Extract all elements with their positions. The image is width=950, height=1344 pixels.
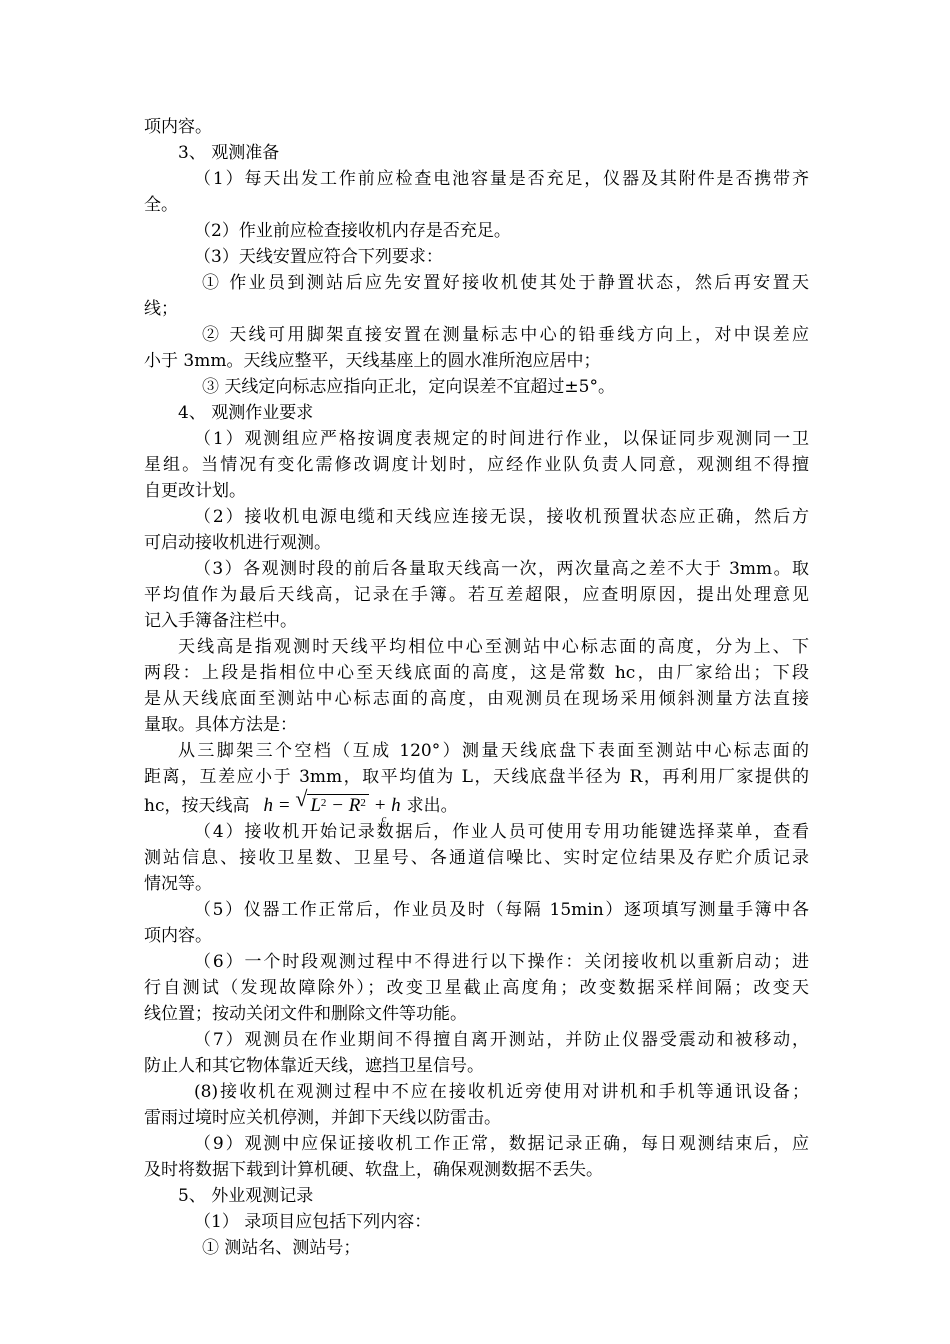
text-line: 两段：上段是指相位中心至天线底面的高度，这是常数 hc，由厂家给出；下段 bbox=[144, 663, 809, 683]
section-heading: 5、 外业观测记录 bbox=[178, 1186, 314, 1206]
text-fragment: 求出。 bbox=[406, 796, 458, 816]
text-line: 雷雨过境时应关机停测，并卸下天线以防雷击。 bbox=[144, 1108, 501, 1128]
formula-L: L bbox=[310, 795, 321, 816]
text-line: 记入手簿备注栏中。 bbox=[144, 611, 297, 631]
text-line: 行自测试（发现故障除外）；改变卫星截止高度角；改变数据采样间隔；改变天 bbox=[144, 978, 809, 998]
sqrt-icon: √ bbox=[295, 786, 308, 811]
text-line: （7）观测员在作业期间不得擅自离开测站，并防止仪器受震动和被移动， bbox=[194, 1030, 809, 1050]
text-line: 情况等。 bbox=[144, 874, 212, 894]
text-line: 项内容。 bbox=[144, 926, 212, 946]
formula-line bbox=[144, 786, 809, 825]
text-line: ② 天线可用脚架直接安置在测量标志中心的铅垂线方向上，对中误差应 bbox=[202, 325, 809, 345]
text-line: 线位置；按动关闭文件和删除文件等功能。 bbox=[144, 1004, 467, 1024]
text-line: 从三脚架三个空档（互成 120°）测量天线底盘下表面至测站中心标志面的 bbox=[178, 741, 809, 761]
text-line: 距离，互差应小于 3mm，取平均值为 L，天线底盘半径为 R，再利用厂家提供的 bbox=[144, 767, 809, 787]
text-line: 全。 bbox=[144, 195, 178, 215]
text-line: 天线高是指观测时天线平均相位中心至测站中心标志面的高度，分为上、下 bbox=[178, 637, 809, 657]
text-line: ① 作业员到测站后应先安置好接收机使其处于静置状态，然后再安置天 bbox=[202, 273, 809, 293]
text-line: （2）作业前应检查接收机内存是否充足。 bbox=[194, 221, 511, 241]
formula-subscript: c bbox=[381, 813, 387, 825]
text-line: 防止人和其它物体靠近天线，遮挡卫星信号。 bbox=[144, 1056, 484, 1076]
text-line: （1）每天出发工作前应检查电池容量是否充足，仪器及其附件是否携带齐 bbox=[194, 169, 809, 189]
text-line: 平均值作为最后天线高，记录在手簿。若互差超限，应查明原因，提出处理意见 bbox=[144, 585, 809, 605]
formula-exp-1: 2 bbox=[320, 797, 327, 809]
text-line: (8)接收机在观测过程中不应在接收机近旁使用对讲机和手机等通讯设备； bbox=[194, 1082, 809, 1102]
formula-h: h bbox=[391, 795, 401, 816]
document-page bbox=[144, 114, 809, 1261]
formula-minus: − bbox=[331, 795, 344, 816]
text-line: 自更改计划。 bbox=[144, 481, 246, 501]
formula-plus: + bbox=[373, 795, 387, 816]
text-line: （3）各观测时段的前后各量取天线高一次，两次量高之差不大于 3mm。取 bbox=[194, 559, 809, 579]
text-line: 测站信息、接收卫星数、卫星号、各通道信噪比、实时定位结果及存贮介质记录 bbox=[144, 848, 809, 868]
text-line: ① 测站名、测站号； bbox=[202, 1238, 361, 1258]
text-line: （1）观测组应严格按调度表规定的时间进行作业，以保证同步观测同一卫 bbox=[194, 429, 809, 449]
text-line: （3）天线安置应符合下列要求： bbox=[194, 247, 443, 267]
text-line: （4）接收机开始记录数据后，作业人员可使用专用功能键选择菜单，查看 bbox=[194, 822, 809, 842]
text-line: 线； bbox=[144, 299, 178, 319]
text-line: 可启动接收机进行观测。 bbox=[144, 533, 331, 553]
section-heading: 4、 观测作业要求 bbox=[178, 403, 314, 423]
text-line: （1） 录项目应包括下列内容： bbox=[194, 1212, 432, 1232]
text-line: 量取。具体方法是： bbox=[144, 715, 297, 735]
text-fragment: hc，按天线高 bbox=[144, 796, 250, 816]
text-line: （5）仪器工作正常后，作业员及时（每隔 15min）逐项填写测量手簿中各 bbox=[194, 900, 809, 920]
antenna-height-formula bbox=[263, 786, 401, 825]
text-line: 项内容。 bbox=[144, 117, 212, 137]
text-line: （2）接收机电源电缆和天线应连接无误，接收机预置状态应正确，然后方 bbox=[194, 507, 809, 527]
text-line: （9）观测中应保证接收机工作正常，数据记录正确，每日观测结束后，应 bbox=[194, 1134, 809, 1154]
formula-exp-2: 2 bbox=[360, 797, 366, 809]
text-line: （6）一个时段观测过程中不得进行以下操作：关闭接收机以重新启动；进 bbox=[194, 952, 809, 972]
text-line: 小于 3mm。天线应整平，天线基座上的圆水准所泡应居中； bbox=[144, 351, 601, 371]
formula-lhs: h bbox=[263, 795, 273, 816]
formula-equals: = bbox=[277, 795, 291, 816]
radicand bbox=[307, 794, 369, 816]
section-heading: 3、 观测准备 bbox=[178, 143, 280, 163]
formula-R: R bbox=[348, 795, 361, 816]
text-line: 星组。当情况有变化需修改调度计划时，应经作业队负责人同意，观测组不得擅 bbox=[144, 455, 809, 475]
sqrt-expression bbox=[295, 786, 369, 819]
text-line: ③ 天线定向标志应指向正北，定向误差不宜超过±5°。 bbox=[202, 377, 615, 397]
text-line: 是从天线底面至测站中心标志面的高度，由观测员在现场采用倾斜测量方法直接 bbox=[144, 689, 809, 709]
text-line: 及时将数据下载到计算机硬、软盘上，确保观测数据不丢失。 bbox=[144, 1160, 603, 1180]
